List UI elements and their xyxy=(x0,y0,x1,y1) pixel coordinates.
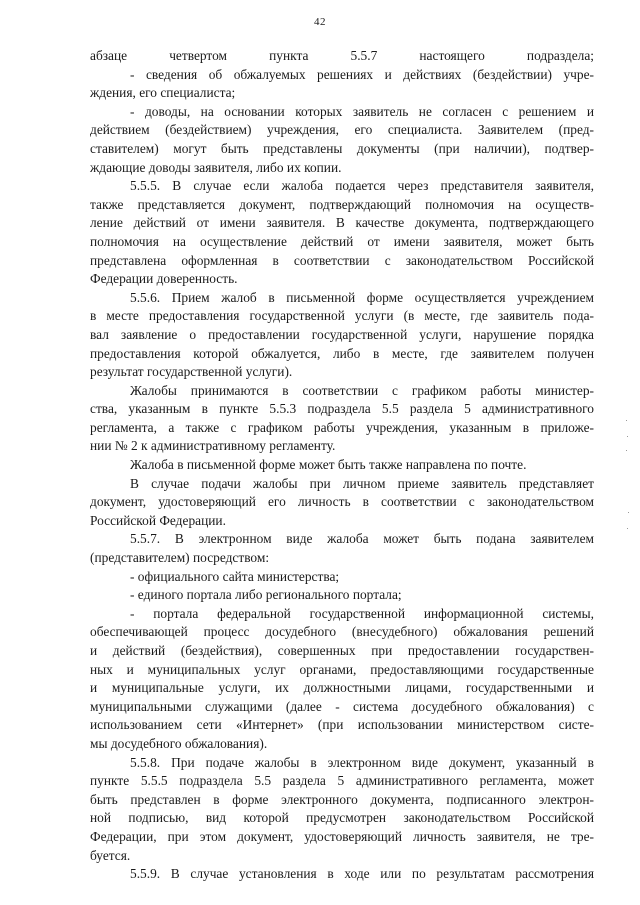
text-line: использованием сети «Интернет» (при использовании министерством систе- xyxy=(90,717,594,733)
text-line: представлена оформленная в соответствии с законодательством Российской xyxy=(90,252,594,268)
page-number: 42 xyxy=(314,16,326,28)
text-line: 5.5.6. Прием жалоб в письменной форме осуществляется учреждением xyxy=(130,289,594,305)
text-line: ление действий от имени заявителя. В качестве документа, подтверждающего xyxy=(90,215,594,231)
text-line: Жалобы принимаются в соответствии с графиком работы министер- xyxy=(130,382,594,398)
text-line: ждения, его специалиста; xyxy=(90,85,236,101)
text-line: - официального сайта министерства; xyxy=(130,568,340,584)
text-line: ной подписью, вид которой предусмотрен законодательством Российской xyxy=(90,810,594,826)
text-line: Российской Федерации. xyxy=(90,512,226,528)
text-line: - единого портала либо регионального портала; xyxy=(130,587,402,603)
text-line: В случае подачи жалобы при личном приеме заявитель представляет xyxy=(130,475,594,491)
text-line: муниципальными служащими (далее - система досудебного обжалования) с xyxy=(90,698,594,714)
scan-speck xyxy=(628,512,629,513)
document-body xyxy=(90,47,594,884)
text-line: ных и муниципальных услуг органами, предоставляющими государственные xyxy=(90,661,594,677)
text-line: нии № 2 к административному регламенту. xyxy=(90,438,336,454)
text-line: и муниципальные услуги, их должностными лицами, государственными и xyxy=(90,680,594,696)
text-line: также представляется документ, подтверждающий полномочия на осуществ- xyxy=(90,196,594,212)
text-line: предоставления которой обжалуется, либо в месте, где заявителем получен xyxy=(90,345,594,361)
scan-speck xyxy=(626,420,627,421)
text-line: пункте 5.5.5 подраздела 5.5 раздела 5 административного регламента, может xyxy=(90,773,594,789)
text-line: вал заявление о предоставлении государственной услуги, нарушение порядка xyxy=(90,326,594,342)
text-line: в месте предоставления государственной услуги (в месте, где заявитель пода- xyxy=(90,308,594,324)
text-line: - доводы, на основании которых заявитель не согласен с решением и xyxy=(130,103,594,119)
text-line: - портала федеральной государственной информационной системы, xyxy=(130,605,594,621)
scan-speck xyxy=(627,528,628,529)
text-line: документ, удостоверяющий его личность в соответствии с законодательством xyxy=(90,494,594,510)
text-line: 5.5.8. При подаче жалобы в электронном виде документ, указанный в xyxy=(130,754,594,770)
text-line: 5.5.5. В случае если жалоба подается через представителя заявителя, xyxy=(130,178,594,194)
text-line: Федерации, при этом документ, удостоверяющий личность заявителя, не тре- xyxy=(90,828,594,844)
text-line: и действий (бездействия), совершенных при предоставлении государствен- xyxy=(90,643,594,658)
text-line: действием (бездействием) учреждения, его специалиста. Заявителем (пред- xyxy=(90,122,594,138)
text-line: регламента, а также с графиком работы учреждения, указанным в приложе- xyxy=(90,419,594,435)
text-line: Жалоба в письменной форме может быть также направлена по почте. xyxy=(130,457,527,473)
text-line: Федерации доверенность. xyxy=(90,271,238,287)
text-line: абзаце четвертом пункта 5.5.7 настоящего подраздела; xyxy=(90,48,594,63)
scan-speck xyxy=(626,450,627,451)
text-line: буется. xyxy=(90,847,131,863)
text-line: быть представлен в форме электронного документа, подписанного электрон- xyxy=(90,791,594,807)
text-line: ждающие доводы заявителя, либо их копии. xyxy=(90,159,342,175)
text-line: - сведения об обжалуемых решениях и действиях (бездействии) учре- xyxy=(130,66,594,82)
text-line: (представителем) посредством: xyxy=(90,550,270,566)
text-line: ставителем) могут быть представлены документы (при наличии), подтвер- xyxy=(90,140,594,156)
scan-speck xyxy=(627,436,628,437)
text-line: ства, указанным в пункте 5.5.3 подраздела 5.5 раздела 5 административного xyxy=(90,401,594,417)
text-line: результат государственной услуги). xyxy=(90,364,293,380)
text-line: мы досудебного обжалования). xyxy=(90,735,268,751)
text-line: 5.5.9. В случае установления в ходе или по результатам рассмотрения xyxy=(130,866,594,882)
text-line: 5.5.7. В электронном виде жалоба может быть подана заявителем xyxy=(130,531,594,547)
text-line: полномочия на осуществление действий от имени заявителя, может быть xyxy=(90,233,594,249)
text-line: обеспечивающей процесс досудебного (внесудебного) обжалования решений xyxy=(90,624,594,640)
